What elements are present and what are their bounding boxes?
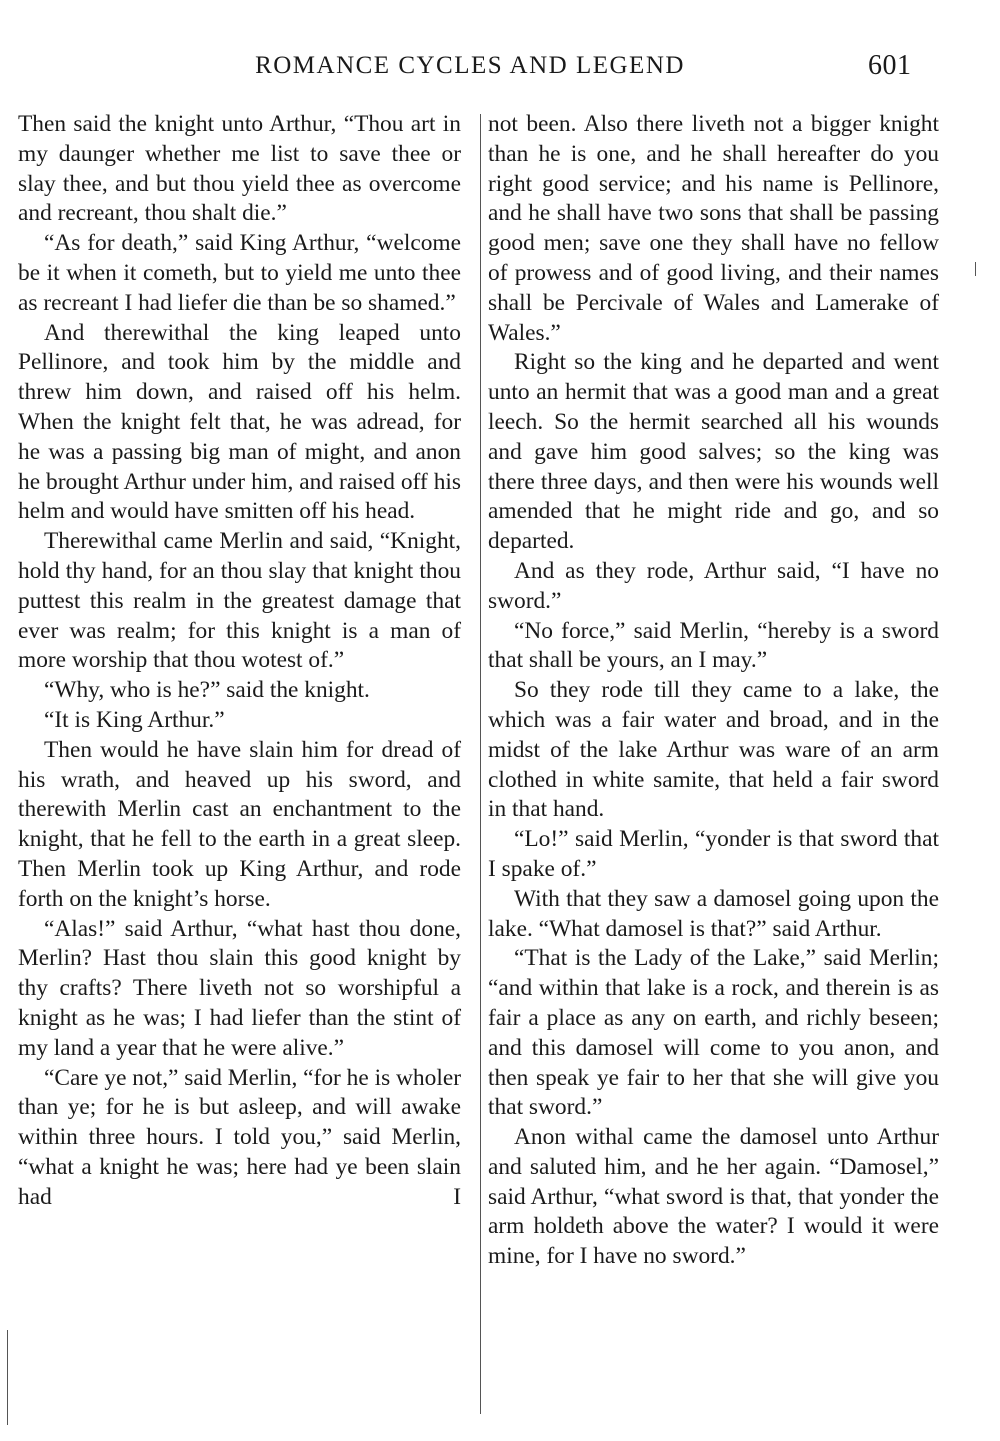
- paragraph: “That is the Lady of the Lake,” said Merlin; “and within that lake is a rock, and therein is as fair a place as any on earth, and richly beseen; and this damosel will come to you anon, and then speak ye fair to her that she will give you that sword.”: [488, 945, 939, 1121]
- running-head: [0, 50, 1000, 90]
- paragraph: Then would he have slain him for dread of his wrath, and heaved up his sword, and therewith Merlin cast an enchantment to the knight, that he fell to the earth in a great sleep. Then Merlin took up King Arthur, and rode forth on the knight’s horse.: [18, 736, 461, 912]
- column-divider: [480, 114, 481, 1414]
- margin-rule-left: [7, 1330, 8, 1425]
- page-number: 601: [868, 50, 912, 81]
- left-column: [18, 110, 461, 1212]
- paragraph: Anon withal came the damosel unto Arthur and saluted him, and he her again. “Damosel,” said Arthur, “what sword is that, that yonder the arm holdeth above the water? I would it were mine, for I have no sword.”: [488, 1124, 939, 1270]
- paragraph: “No force,” said Merlin, “hereby is a sword that shall be yours, an I may.”: [488, 617, 939, 674]
- paragraph: So they rode till they came to a lake, the which was a fair water and broad, and in the midst of the lake Arthur was ware of an arm clothed in white samite, that held a fair sword in that hand.: [488, 677, 939, 823]
- paragraph: “It is King Arthur.”: [44, 706, 225, 733]
- right-column: [488, 110, 939, 1272]
- paragraph: “Why, who is he?” said the knight.: [44, 677, 370, 704]
- paragraph: And therewithal the king leaped unto Pellinore, and took him by the middle and threw him down, and raised off his helm. When the knight felt that, he was adread, for he was a passing big man of might, and anon he brought Arthur under him, and raised off his helm and would have smitten off his head.: [18, 319, 461, 525]
- paragraph: not been. Also there liveth not a bigger knight than he is one, and he shall hereafter do you right good service; and his name is Pellinore, and he shall have two sons that shall be passing good men; save one they shall have no fellow of prowess and of good living, and their names shall be Percivale of Wales and Lamerake of Wales.”: [488, 111, 939, 346]
- paragraph: “Care ye not,” said Merlin, “for he is wholer than ye; for he is but asleep, and will awake within three hours. I told you,” said Merlin, “what a knight he was; here had ye been slain had I: [18, 1064, 461, 1210]
- margin-mark-right: [975, 262, 976, 276]
- paragraph: Therewithal came Merlin and said, “Knight, hold thy hand, for an thou slay that knight thou puttest this realm in the greatest damage that ever was realm; for this knight is a man of more worship that thou wotest of.”: [18, 528, 461, 674]
- running-head-title: ROMANCE CYCLES AND LEGEND: [255, 52, 685, 79]
- paragraph: And as they rode, Arthur said, “I have no sword.”: [488, 557, 939, 614]
- paragraph: “Alas!” said Arthur, “what hast thou done, Merlin? Hast thou slain this good knight by thy crafts? There liveth not so worshipful a knight as he was; I had liefer than the stint of my land a year that he were alive.”: [18, 915, 461, 1061]
- paragraph: “As for death,” said King Arthur, “welcome be it when it cometh, but to yield me unto thee as recreant I had liefer die than be so shamed.”: [18, 230, 461, 316]
- paragraph: Then said the knight unto Arthur, “Thou art in my daunger whether me list to save thee or slay thee, and but thou yield thee as overcome and recreant, thou shalt die.”: [18, 111, 461, 227]
- paragraph: Right so the king and he departed and went unto an hermit that was a good man and a great leech. So the hermit searched all his wounds and gave him good salves; so the king was there three days, and then were his wounds well amended that he might ride and go, and so departed.: [488, 349, 939, 555]
- paragraph: With that they saw a damosel going upon the lake. “What damosel is that?” said Arthur.: [488, 885, 939, 942]
- paragraph: “Lo!” said Merlin, “yonder is that sword that I spake of.”: [488, 826, 939, 882]
